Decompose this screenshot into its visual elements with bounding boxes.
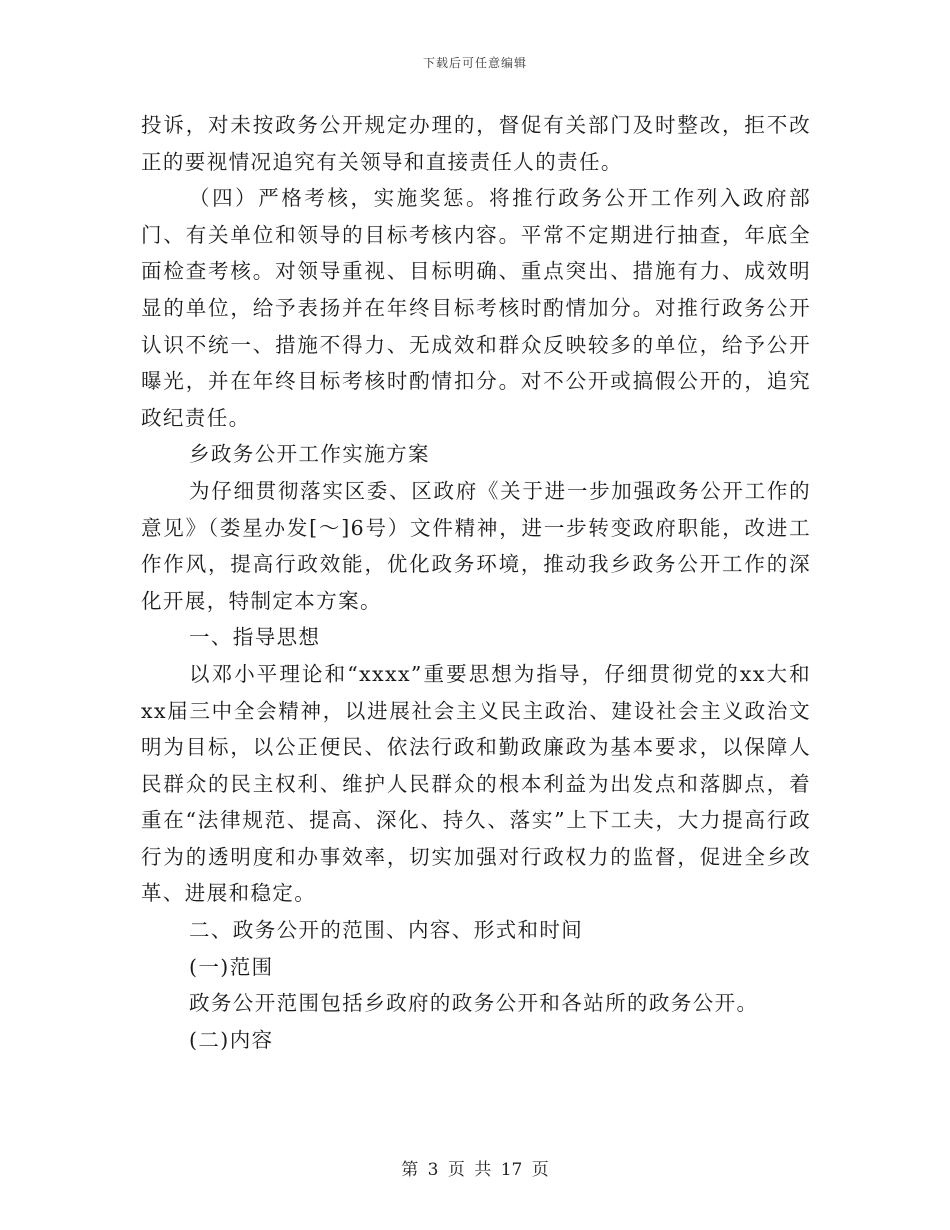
document-body (141, 107, 811, 1058)
subsection-heading: (二)内容 (189, 1027, 274, 1052)
section-title: 乡政务公开工作实施方案 (189, 442, 430, 467)
paragraph: 政务公开范围包括乡政府的政务公开和各站所的政务公开。 (189, 991, 759, 1016)
page-number: 第 3 页 共 17 页 (401, 1160, 549, 1180)
paragraph: （四）严格考核，实施奖惩。将推行政务公开工作列入政府部门、有关单位和领导的目标考核内容。平常不定期进行抽查，年底全面检查考核。对领导重视、目标明确、重点突出、措施有力、成效明显的单位，给予表扬并在年终目标考核时酌情加分。对推行政务公开认识不统一、措施不得力、无成效和群众反映较多的单位，给予公开曝光，并在年终目标考核时酌情扣分。对不公开或搞假公开的，追究政纪责任。 (141, 186, 811, 430)
section-heading: 二、政务公开的范围、内容、形式和时间 (189, 918, 584, 943)
paragraph: 为仔细贯彻落实区委、区政府《关于进一步加强政务公开工作的意见》（娄星办发[～]6号）文件精神，进一步转变政府职能，改进工作作风，提高行政效能，优化政务环境，推动我乡政务公开工作的深化开展，特制定本方案。 (141, 478, 811, 613)
paragraph: 以邓小平理论和“xxxx”重要思想为指导，仔细贯彻党的xx大和xx届三中全会精神，以进展社会主义民主政治、建设社会主义政治文明为目标，以公正便民、依法行政和勤政廉政为基本要求，以保障人民群众的民主权利、维护人民群众的根本利益为出发点和落脚点，着重在“法律规范、提高、深化、持久、落实”上下工夫，大力提高行政行为的透明度和办事效率，切实加强对行政权力的监督，促进全乡改革、进展和稳定。 (141, 661, 811, 906)
header-note: 下载后可任意编辑 (422, 56, 527, 70)
paragraph: 投诉，对未按政务公开规定办理的，督促有关部门及时整改，拒不改正的要视情况追究有关领导和直接责任人的责任。 (141, 113, 811, 174)
section-heading: 一、指导思想 (189, 625, 321, 650)
subsection-heading: (一)范围 (189, 954, 274, 979)
